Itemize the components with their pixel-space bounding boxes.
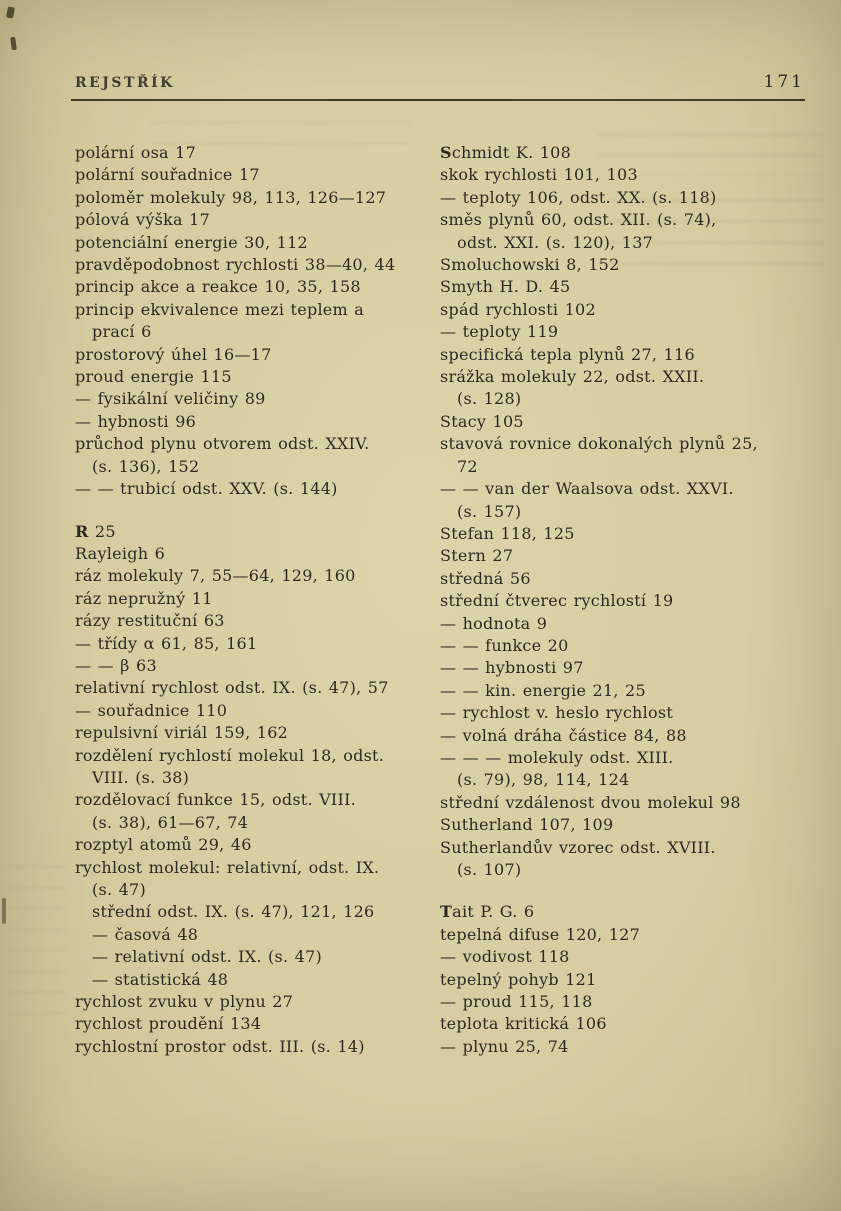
index-entry-lead-letter: T — [440, 902, 453, 922]
index-entry: (s. 136), 152 — [92, 456, 200, 476]
index-entry: — plynu 25, 74 — [440, 1036, 569, 1056]
index-entry: (s. 38), 61—67, 74 — [92, 812, 249, 832]
bleedthrough-text-ghost — [150, 108, 412, 146]
index-entry: poloměr molekuly 98, 113, 126—127 — [75, 187, 387, 207]
running-header-title: REJSTŘÍK — [75, 75, 175, 91]
index-entry: odst. XXI. (s. 120), 137 — [457, 232, 654, 252]
index-entry: stavová rovnice dokonalých plynů 25, — [440, 434, 758, 454]
index-entry: — — — molekuly odst. XIII. — [440, 747, 674, 767]
index-entry: — statistická 48 — [92, 969, 229, 989]
index-entry: srážka molekuly 22, odst. XXII. — [440, 367, 705, 387]
index-entry: (s. 157) — [457, 501, 522, 521]
index-entry-lead-letter: R — [75, 521, 89, 541]
index-entry: rychlost molekul: relativní, odst. IX. — [75, 857, 380, 877]
page-header — [75, 72, 805, 92]
index-entry: tepelný pohyb 121 — [440, 969, 597, 989]
index-entry: Sutherland 107, 109 — [440, 815, 614, 835]
index-entry: — — hybnosti 97 — [440, 658, 584, 678]
scan-speck — [10, 37, 17, 51]
index-entry: Stefan 118, 125 — [440, 523, 575, 543]
index-entry: (s. 128) — [457, 389, 522, 409]
index-entry: (s. 79), 98, 114, 124 — [457, 770, 630, 790]
header-rule — [71, 99, 805, 101]
index-entry: spád rychlosti 102 — [440, 299, 596, 319]
index-entry: ráz nepružný 11 — [75, 588, 213, 608]
index-entry: — — β 63 — [75, 655, 157, 675]
index-entry: střední vzdálenost dvou molekul 98 — [440, 792, 741, 812]
index-entry: — teploty 106, odst. XX. (s. 118) — [440, 187, 717, 207]
index-entry: střední odst. IX. (s. 47), 121, 126 — [92, 902, 375, 922]
index-entry: — rychlost v. heslo rychlost — [440, 703, 673, 723]
index-entry: repulsivní viriál 159, 162 — [75, 723, 289, 743]
index-entry: střední čtverec rychlostí 19 — [440, 591, 674, 611]
index-entry: rychlost proudění 134 — [75, 1014, 262, 1034]
index-entry: Smoluchowski 8, 152 — [440, 255, 620, 275]
index-entry: prostorový úhel 16—17 — [75, 344, 272, 364]
index-entry: — fysikální veličiny 89 — [75, 389, 266, 409]
index-entry-lead-letter: S — [440, 143, 452, 162]
index-entry: směs plynů 60, odst. XII. (s. 74), — [440, 210, 717, 230]
index-entry: rozptyl atomů 29, 46 — [75, 835, 252, 855]
index-entry: R 25 — [75, 521, 116, 541]
index-entry: — hodnota 9 — [440, 613, 548, 633]
index-entry: relativní rychlost odst. IX. (s. 47), 57 — [75, 678, 389, 698]
page-number: 171 — [763, 72, 805, 92]
index-entry: (s. 47) — [92, 880, 146, 899]
index-entry: — relativní odst. IX. (s. 47) — [92, 947, 322, 967]
index-entry: tepelná difuse 120, 127 — [440, 924, 641, 944]
bleedthrough-text-ghost — [8, 852, 64, 1024]
index-entry: (s. 107) — [457, 860, 522, 879]
index-entry: potenciální energie 30, 112 — [75, 232, 308, 252]
scan-speck — [6, 6, 15, 18]
index-entry: — — van der Waalsova odst. XXVI. — [440, 479, 734, 499]
scan-speck — [2, 898, 6, 924]
index-entry: — vodivost 118 — [440, 947, 570, 967]
index-entry: polární souřadnice 17 — [75, 165, 260, 185]
index-entry: — souřadnice 110 — [75, 700, 228, 720]
index-entry: VIII. (s. 38) — [92, 767, 190, 787]
index-entry: Rayleigh 6 — [75, 543, 166, 563]
index-entry: polární osa 17 — [75, 143, 197, 162]
index-entry: středná 56 — [440, 568, 531, 588]
index-entry: princip ekvivalence mezi teplem a — [75, 299, 365, 319]
index-entry: průchod plynu otvorem odst. XXIV. — [75, 434, 370, 454]
index-entry: princip akce a reakce 10, 35, 158 — [75, 277, 361, 297]
index-entry: pólová výška 17 — [75, 210, 211, 230]
index-entry: Tait P. G. 6 — [440, 902, 535, 922]
index-entry: specifická tepla plynů 27, 116 — [440, 344, 695, 364]
index-entry: rozdělovací funkce 15, odst. VIII. — [75, 790, 356, 810]
index-entry: — časová 48 — [92, 924, 199, 944]
index-entry: — třídy α 61, 85, 161 — [75, 633, 258, 653]
index-entry: Sutherlandův vzorec odst. XVIII. — [440, 837, 716, 857]
index-entry: Stern 27 — [440, 546, 514, 566]
index-entry: — — kin. energie 21, 25 — [440, 680, 646, 700]
index-entry: ráz molekuly 7, 55—64, 129, 160 — [75, 566, 356, 586]
index-column-left — [75, 142, 431, 1058]
index-entry: rázy restituční 63 — [75, 611, 225, 631]
index-entry: proud energie 115 — [75, 367, 232, 387]
index-entry: — volná dráha částice 84, 88 — [440, 725, 687, 745]
index-entry: pravděpodobnost rychlosti 38—40, 44 — [75, 255, 396, 275]
index-entry: Stacy 105 — [440, 411, 524, 431]
index-entry: teplota kritická 106 — [440, 1014, 607, 1034]
index-entry: — — trubicí odst. XXV. (s. 144) — [75, 479, 338, 499]
index-entry: prací 6 — [92, 322, 152, 342]
index-entry: — proud 115, 118 — [440, 992, 593, 1012]
index-entry: skok rychlosti 101, 103 — [440, 165, 638, 185]
index-entry: Smyth H. D. 45 — [440, 277, 571, 297]
index-entry: Schmidt K. 108 — [440, 143, 572, 162]
index-entry: — — funkce 20 — [440, 635, 569, 655]
index-entry: rozdělení rychlostí molekul 18, odst. — [75, 745, 385, 765]
index-column-right — [440, 142, 822, 1058]
index-entry: rychlost zvuku v plynu 27 — [75, 992, 294, 1012]
index-entry: — hybnosti 96 — [75, 411, 197, 431]
index-entry: rychlostní prostor odst. III. (s. 14) — [75, 1036, 365, 1056]
index-entry: 72 — [457, 456, 478, 476]
index-entry: — teploty 119 — [440, 322, 559, 342]
